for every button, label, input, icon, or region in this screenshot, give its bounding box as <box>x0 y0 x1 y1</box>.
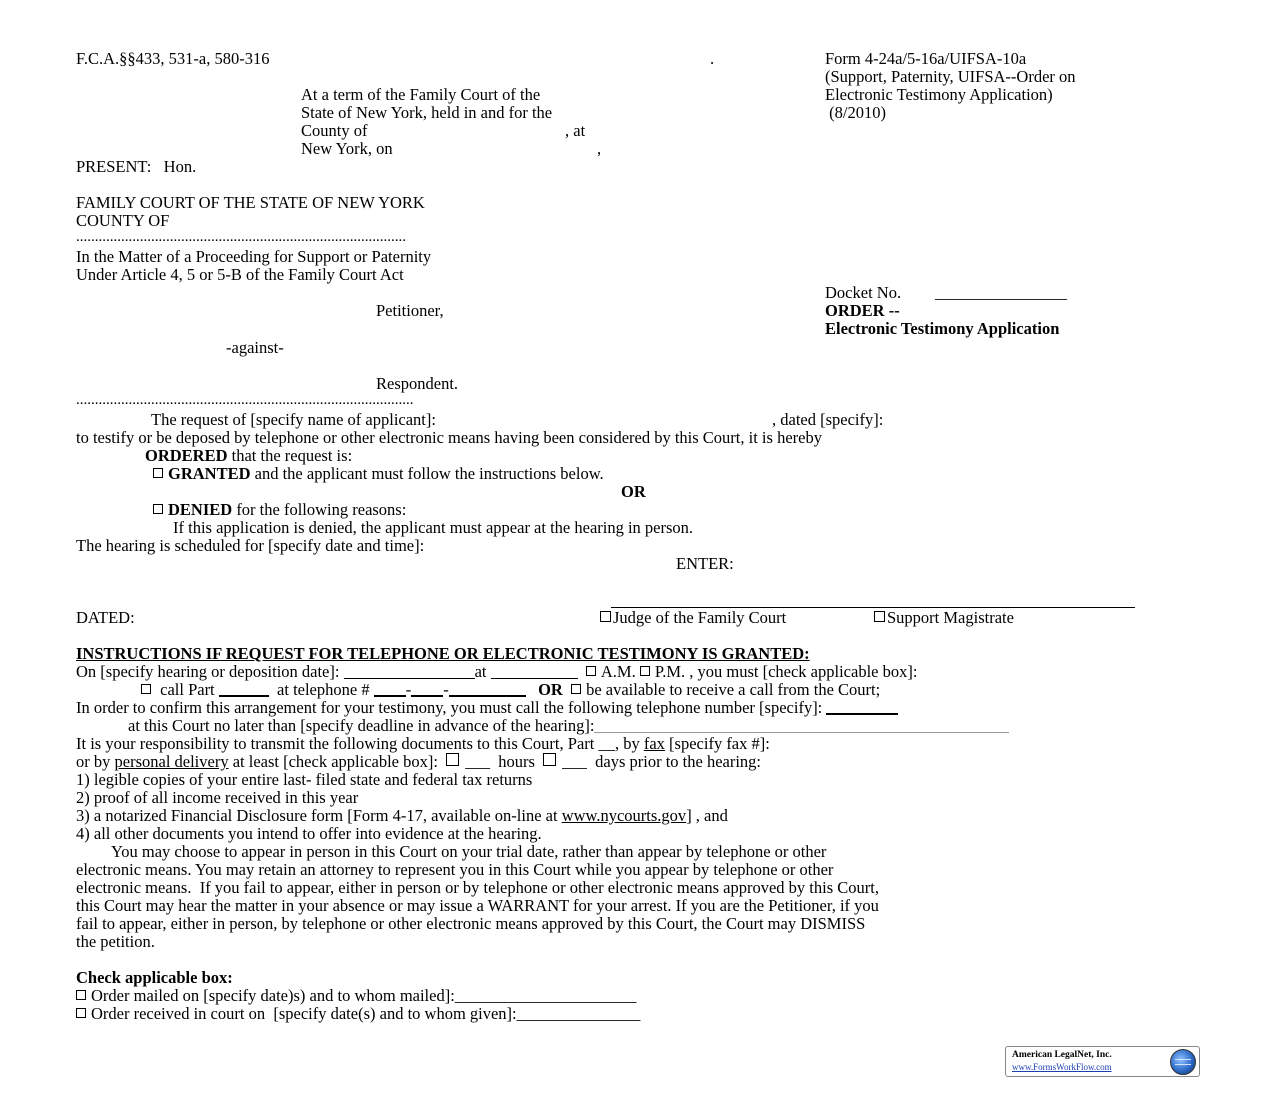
ordered-line <box>145 447 352 465</box>
phone-prefix-field[interactable] <box>411 681 443 697</box>
hearing-date-label: On [specify hearing or deposition date]: <box>76 662 340 681</box>
pm-checkbox[interactable] <box>640 666 650 676</box>
header-dot: . <box>710 49 715 68</box>
form-date: (8/2010) <box>825 103 886 122</box>
matter-line-2: Under Article 4, 5 or 5-B of the Family Court Act <box>76 265 404 284</box>
transmit-line <box>76 735 770 753</box>
part-number-field[interactable] <box>219 681 269 697</box>
granted-keyword: GRANTED <box>168 464 251 483</box>
transmit-text: It is your responsibility to transmit the following documents to this Court, Part __, by <box>76 734 640 753</box>
caption-dotted-rule-top: ........................................................................................ <box>76 229 406 245</box>
am-checkbox[interactable] <box>586 666 596 676</box>
form-description-1: (Support, Paternity, UIFSA--Order on <box>825 67 1076 86</box>
confirm-arrangement-text: In order to confirm this arrangement for your testimony, you must call the following telephone number [specify]: <box>76 698 823 717</box>
document-item-3 <box>76 807 728 825</box>
ordered-keyword: ORDERED <box>145 446 228 465</box>
denied-note: If this application is denied, the applicant must appear at the hearing in person. <box>173 518 694 537</box>
item-3-suffix: ] , and <box>686 806 728 825</box>
term-date-suffix: , <box>597 139 602 158</box>
document-item-4: 4) all other documents you intend to offer into evidence at the hearing. <box>76 824 542 843</box>
logo-website[interactable]: www.FormsWorkFlow.com <box>1012 1062 1112 1072</box>
order-mailed-checkbox[interactable] <box>76 990 86 1000</box>
request-applicant-label: The request of [specify name of applicant]: <box>151 410 436 429</box>
term-county-suffix: , at <box>565 121 586 140</box>
enter-label: ENTER: <box>676 554 734 573</box>
request-dated-label: , dated [specify]: <box>772 410 884 429</box>
granted-option[interactable] <box>153 465 604 483</box>
court-county: COUNTY OF <box>76 211 170 230</box>
confirm-phone-field[interactable] <box>826 699 898 715</box>
hearing-time-field[interactable] <box>491 664 578 679</box>
phone-line-field[interactable] <box>449 681 526 697</box>
days-checkbox[interactable] <box>543 753 556 766</box>
fax-label: fax <box>643 734 665 753</box>
or-by-label: or by <box>76 752 115 771</box>
personal-delivery-label: personal delivery <box>114 752 229 771</box>
delivery-line <box>76 753 761 771</box>
form-description-2: Electronic Testimony Application) <box>825 85 1053 104</box>
judge-label: Judge of the Family Court <box>613 608 787 627</box>
denied-rest: for the following reasons: <box>232 500 407 519</box>
denied-checkbox[interactable] <box>153 504 163 514</box>
hours-checkbox[interactable] <box>446 753 459 766</box>
judge-checkbox[interactable] <box>600 611 611 622</box>
instructions-heading: INSTRUCTIONS IF REQUEST FOR TELEPHONE OR ELECTRONIC TESTIMONY IS GRANTED: <box>76 644 810 663</box>
term-line-2: State of New York, held in and for the <box>301 103 553 122</box>
order-mailed-label: Order mailed on [specify date)s) and to whom mailed]: <box>91 986 455 1005</box>
appearance-paragraph-line-3: electronic means. If you fail to appear, either in person or by telephone or other electronic means approved by this Court, <box>76 878 879 897</box>
term-date-label: New York, on <box>301 139 393 158</box>
against-label: -against- <box>226 338 284 357</box>
hours-label: ___ hours <box>465 752 535 771</box>
court-name: FAMILY COURT OF THE STATE OF NEW YORK <box>76 193 425 212</box>
order-received-checkbox[interactable] <box>76 1008 86 1018</box>
confirm-arrangement-line <box>76 699 898 717</box>
dated-label: DATED: <box>76 608 135 627</box>
order-mailed-option[interactable] <box>76 987 636 1005</box>
telephone-label: at telephone # <box>277 680 370 699</box>
matter-line-1: In the Matter of a Proceeding for Support or Paternity <box>76 247 432 266</box>
order-subtitle: Electronic Testimony Application <box>825 319 1060 338</box>
hearing-date-field[interactable] <box>344 664 475 679</box>
term-county-label: County of <box>301 121 368 140</box>
judge-option[interactable] <box>600 609 786 627</box>
call-or-label: OR <box>538 680 563 699</box>
fax-number-label: [specify fax #]: <box>664 734 770 753</box>
call-part-label: call Part <box>160 680 215 699</box>
granted-rest: and the applicant must follow the instructions below. <box>250 464 604 483</box>
deadline-text: at this Court no later than [specify deadline in advance of the hearing]: <box>128 716 595 735</box>
magistrate-label: Support Magistrate <box>887 608 1014 627</box>
petitioner-label: Petitioner, <box>376 301 444 320</box>
phone-dash-1: - <box>405 680 412 699</box>
appearance-paragraph-line-2: electronic means. You may retain an attorney to represent you in this Court while you appear by telephone or other <box>76 860 834 879</box>
caption-dotted-rule-bottom: .......................................................................................... <box>76 392 414 408</box>
term-line-1: At a term of the Family Court of the <box>301 85 541 104</box>
granted-checkbox[interactable] <box>153 468 163 478</box>
receive-call-label: be available to receive a call from the Court; <box>586 680 881 699</box>
logo-company-name: American LegalNet, Inc. <box>1012 1050 1112 1060</box>
instruction-line-call <box>141 681 880 699</box>
deadline-field[interactable] <box>594 718 1009 733</box>
present-judge: PRESENT: Hon. <box>76 157 197 176</box>
order-title: ORDER -- <box>825 301 900 320</box>
delivery-text: at least [check applicable box]: <box>228 752 438 771</box>
respondent-label: Respondent. <box>376 374 459 393</box>
order-received-option[interactable] <box>76 1005 640 1023</box>
pm-label: P.M. , you must [check applicable box]: <box>654 662 918 681</box>
american-legalnet-logo[interactable] <box>1005 1046 1200 1077</box>
appearance-paragraph-line-4: this Court may hear the matter in your absence or may issue a WARRANT for your arrest. If you are the Petitioner, if you <box>76 896 879 915</box>
order-mailed-field[interactable]: ______________________ <box>454 986 637 1005</box>
magistrate-option[interactable] <box>874 609 1014 627</box>
instruction-line-date <box>76 663 917 681</box>
deadline-line <box>128 717 1009 735</box>
am-label: A.M. <box>600 662 636 681</box>
call-part-checkbox[interactable] <box>141 684 151 694</box>
denied-option[interactable] <box>153 501 406 519</box>
ordered-rest: that the request is: <box>227 446 353 465</box>
hearing-scheduled-label: The hearing is scheduled for [specify date and time]: <box>76 536 425 555</box>
phone-dash-2: - <box>443 680 449 699</box>
order-received-field[interactable]: _______________ <box>516 1004 641 1023</box>
item-3-text: 3) a notarized Financial Disclosure form [Form 4-17, available on-line at <box>76 806 562 825</box>
docket-number-field[interactable]: ________________ <box>935 283 1067 302</box>
testify-paragraph: to testify or be deposed by telephone or other electronic means having been considered by this Court, it is hereby <box>76 428 822 447</box>
form-id: Form 4-24a/5-16a/UIFSA-10a <box>825 49 1027 68</box>
or-separator: OR <box>621 482 646 501</box>
appearance-paragraph-line-1: You may choose to appear in person in this Court on your trial date, rather than appear by telephone or other <box>111 842 827 861</box>
docket-label: Docket No. <box>825 283 902 302</box>
globe-icon <box>1170 1049 1196 1075</box>
document-item-1: 1) legible copies of your entire last- filed state and federal tax returns <box>76 770 533 789</box>
days-label: ___ days prior to the hearing: <box>562 752 762 771</box>
statute-citation: F.C.A.§§433, 531-a, 580-316 <box>76 49 270 68</box>
nycourts-link[interactable]: www.nycourts.gov <box>561 806 687 825</box>
magistrate-checkbox[interactable] <box>874 611 885 622</box>
appearance-paragraph-line-5: fail to appear, either in person, by telephone or other electronic means approved by this Court, the Court may DISMISS <box>76 914 866 933</box>
phone-area-field[interactable] <box>374 681 406 697</box>
denied-keyword: DENIED <box>168 500 233 519</box>
appearance-paragraph-line-6: the petition. <box>76 932 155 951</box>
receive-call-checkbox[interactable] <box>571 684 581 694</box>
check-applicable-heading: Check applicable box: <box>76 968 233 987</box>
document-item-2: 2) proof of all income received in this year <box>76 788 359 807</box>
order-received-label: Order received in court on [specify date(s) and to whom given]: <box>91 1004 517 1023</box>
at-label: at <box>474 662 487 681</box>
